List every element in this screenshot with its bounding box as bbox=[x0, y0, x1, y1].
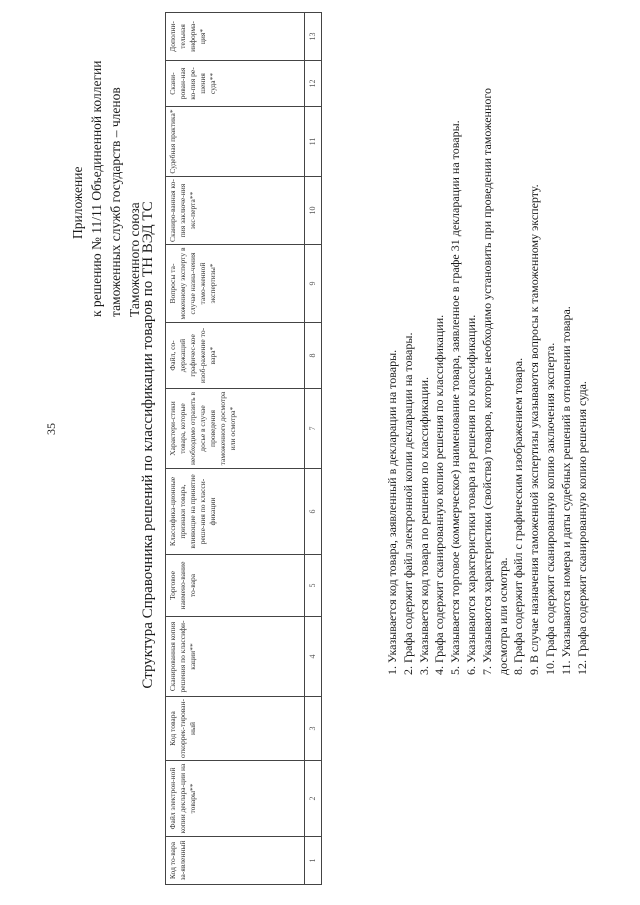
column-number: 6 bbox=[305, 469, 322, 555]
note-item: 5. Указывается торговое (коммерческое) наименование товара, заявленное в графе 31 декларации на товары. bbox=[448, 120, 463, 675]
note-item: 11. Указываются номера и даты судебных решений в отношении товара. bbox=[558, 306, 573, 675]
column-number: 12 bbox=[305, 61, 322, 107]
table-header-cell: Файл электрон-ной копии деклара-ции на товары** bbox=[166, 761, 305, 837]
appendix-line-3: таможенных служб государств – членов bbox=[108, 87, 123, 317]
appendix-line-2: к решению № 11/11 Объединенной коллегии bbox=[89, 60, 104, 317]
column-number: 2 bbox=[305, 761, 322, 837]
note-item: 8. Графа содержит файл с графическим изображением товара. bbox=[511, 357, 526, 675]
appendix-block bbox=[68, 61, 144, 317]
table-header-cell: Торговое наимено-вание то-вара bbox=[166, 555, 305, 617]
column-number: 3 bbox=[305, 697, 322, 761]
note-item: 7. Указываются характеристики (свойства) товаров, которые необходимо установить при проведении таможенного bbox=[479, 88, 494, 675]
table-header-cell: Судебная практика* bbox=[166, 107, 305, 177]
column-number: 7 bbox=[305, 389, 322, 469]
table-header-cell: Код то-вара за-явленный bbox=[166, 837, 305, 885]
structure-table bbox=[165, 12, 322, 885]
table-header-cell: Файл, со-держащий графичес-кое изоб-ражение то-вара* bbox=[166, 323, 305, 389]
note-item: 4. Графа содержит сканированную копию решения по классификации. bbox=[432, 314, 447, 675]
table-header-cell: Сканиро-ванная ко-пия заключе-ния экс-перта** bbox=[166, 177, 305, 245]
column-number: 13 bbox=[305, 13, 322, 61]
appendix-line-1: Приложение bbox=[70, 166, 85, 239]
table-header-cell: Дополни-тельная информа-ция* bbox=[166, 13, 305, 61]
note-item: 12. Графа содержит сканированную копию решения суда. bbox=[574, 381, 589, 675]
page-number: 35 bbox=[44, 423, 58, 435]
note-item: 9. В случае назначения таможенной экспертизы указываются вопросы к таможенному эксперту. bbox=[527, 184, 542, 675]
column-number: 10 bbox=[305, 177, 322, 245]
table-header-cell: Сканированная копия решения по классифи-кации** bbox=[166, 617, 305, 697]
column-number: 8 bbox=[305, 323, 322, 389]
table-header-cell: Код товара откоррек-тирован-ный bbox=[166, 697, 305, 761]
note-item: 3. Указывается код товара по решению по классификации. bbox=[416, 376, 431, 675]
note-item: 1. Указывается код товара, заявленный в декларации на товары. bbox=[385, 349, 399, 675]
table-number-row bbox=[305, 13, 322, 885]
column-number: 11 bbox=[305, 107, 322, 177]
table-header-cell: Классифика-ционные признаки товара, влияющие на принятие реше-ния по класси-фикации bbox=[166, 469, 305, 555]
column-number: 9 bbox=[305, 245, 322, 323]
appendix-line-4: Таможенного союза bbox=[127, 202, 142, 317]
column-number: 5 bbox=[305, 555, 322, 617]
table-header-cell: Вопросы та-моженному эксперту в случае назна-чения тамо-женной экспертизы* bbox=[166, 245, 305, 323]
table-header-row bbox=[166, 13, 305, 885]
note-item-continuation: досмотра или осмотра. bbox=[495, 557, 510, 675]
column-number: 4 bbox=[305, 617, 322, 697]
note-item: 2. Графа содержит файл электронной копии декларации на товары. bbox=[400, 332, 415, 675]
note-item: 10. Графа содержит сканированную копию заключения эксперта. bbox=[542, 342, 557, 675]
table-header-cell: Характери-стики товара, которые необходимо отразить в досье в случае проведения таможенного досмотра или осмотра* bbox=[166, 389, 305, 469]
document-title: Структура Справочника решений по классификации товаров по ТН ВЭД ТС bbox=[140, 201, 156, 689]
column-number: 1 bbox=[305, 837, 322, 885]
table-header-cell: Скани-рован-ная ко-пия ре-шения суда** bbox=[166, 61, 305, 107]
notes-list bbox=[385, 15, 590, 675]
note-item: 6. Указываются характеристики товара из решения по классификации. bbox=[463, 314, 478, 675]
